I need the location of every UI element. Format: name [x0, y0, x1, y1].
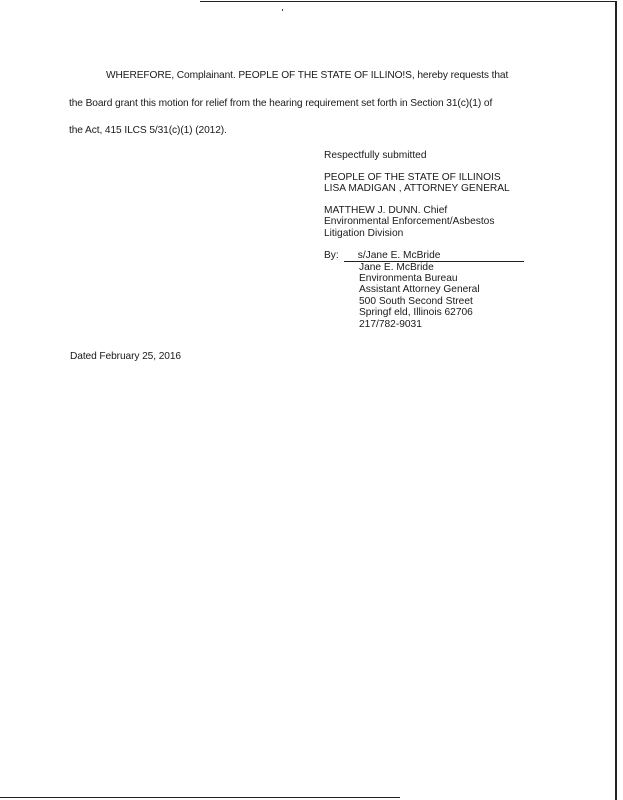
contact-city: Springf eld, Illinois 62706: [359, 307, 473, 319]
body-line-1: WHEREFORE, Complainant. PEOPLE OF THE STATE OF ILLINO!S, hereby requests that: [106, 70, 509, 81]
by-label: By:: [324, 249, 339, 261]
contact-title: Assistant Attorney General: [359, 284, 480, 296]
contact-block: [359, 262, 524, 330]
contact-bureau: Environmenta Bureau: [359, 272, 458, 284]
body-line-3: the Act, 415 ILCS 5/31(c)(1) (2012).: [69, 125, 227, 136]
party-line-1: PEOPLE OF THE STATE OF ILLINOIS: [324, 171, 501, 183]
scan-speck: [282, 9, 283, 11]
party-line-2: LISA MADIGAN , ATTORNEY GENERAL: [324, 183, 510, 195]
contact-street: 500 South Second Street: [359, 295, 473, 307]
page-edge-top: [200, 1, 616, 2]
chief-line-3: Litigation Division: [324, 227, 404, 239]
dated-line: Dated February 25, 2016: [70, 351, 181, 362]
page-edge-bottom: [0, 797, 400, 798]
by-row: [324, 250, 524, 262]
signature-line: s/Jane E. McBride: [344, 250, 524, 262]
contact-phone: 217/782-9031: [359, 318, 422, 330]
chief-line-1: MATTHEW J. DUNN. Chief: [324, 204, 448, 216]
chief-line-2: Environmental Enforcement/Asbestos: [324, 216, 495, 228]
signature-block: [324, 150, 524, 330]
contact-name: Jane E. McBride: [359, 261, 434, 273]
page-edge-right: [615, 1, 617, 800]
closing: Respectfully submitted: [324, 150, 427, 161]
body-line-2: the Board grant this motion for relief from the hearing requirement set forth in Section 31(c)(1) of: [69, 98, 493, 109]
